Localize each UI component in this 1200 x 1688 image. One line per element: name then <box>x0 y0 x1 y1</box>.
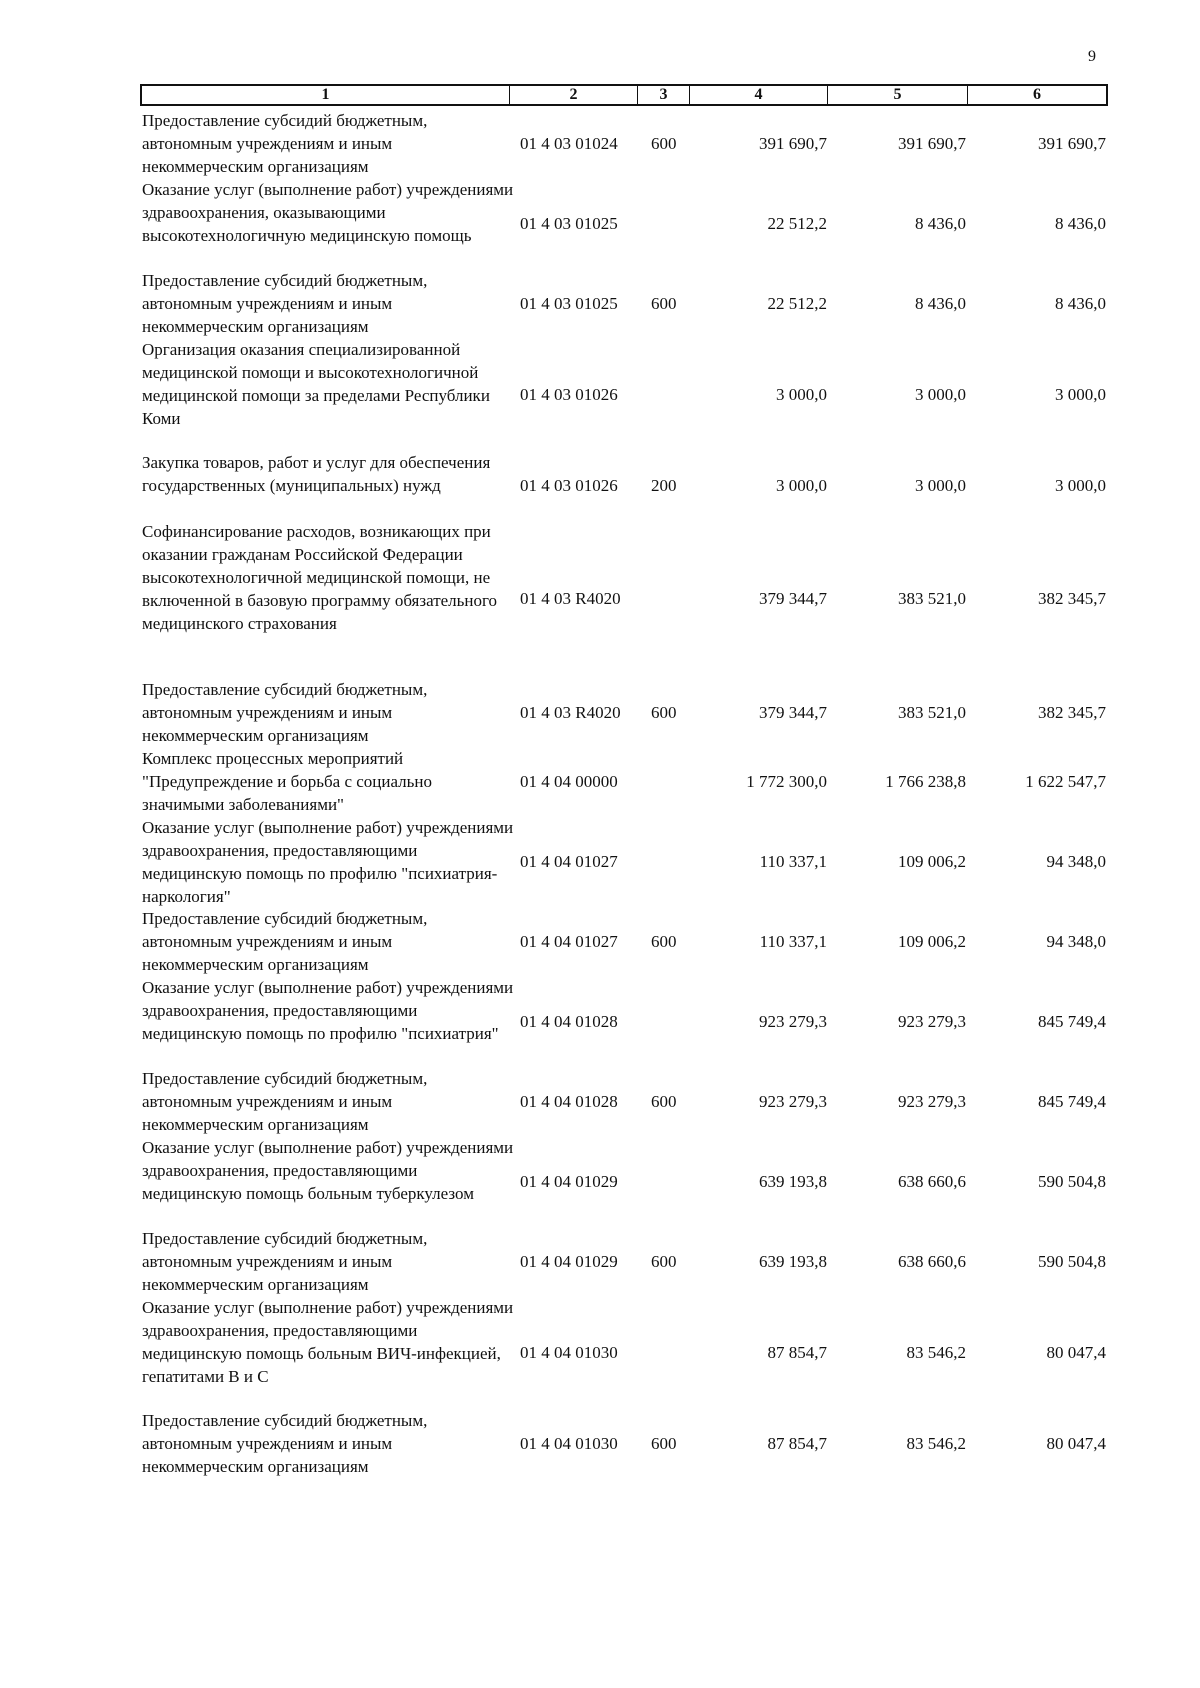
row-code: 01 4 04 01030 <box>520 1343 618 1362</box>
row-type: 600 <box>651 294 677 313</box>
row-code: 01 4 03 01025 <box>520 294 618 313</box>
row-value-5: 1 766 238,8 <box>885 772 966 791</box>
row-value-5: 638 660,6 <box>898 1172 966 1191</box>
row-code: 01 4 04 01030 <box>520 1434 618 1453</box>
row-value-4: 22 512,2 <box>767 214 827 233</box>
header-col-5: 5 <box>828 86 968 104</box>
row-code: 01 4 03 01026 <box>520 476 618 495</box>
row-value-5: 923 279,3 <box>898 1092 966 1111</box>
row-value-6: 845 749,4 <box>1038 1012 1106 1031</box>
row-value-6: 391 690,7 <box>1038 134 1106 153</box>
row-value-6: 8 436,0 <box>1055 214 1106 233</box>
row-value-6: 94 348,0 <box>1046 852 1106 871</box>
row-value-4: 379 344,7 <box>759 703 827 722</box>
row-description: Предоставление субсидий бюджетным, автономным учреждениям и иным некоммерческим организациям <box>142 111 428 176</box>
row-value-4: 110 337,1 <box>759 932 827 951</box>
row-type: 600 <box>651 134 677 153</box>
row-description: Оказание услуг (выполнение работ) учреждениями здравоохранения, предоставляющими медицинскую помощь по профилю "психиатрия" <box>142 978 514 1043</box>
row-code: 01 4 04 00000 <box>520 772 618 791</box>
row-value-6: 845 749,4 <box>1038 1092 1106 1111</box>
row-description: Организация оказания специализированной медицинской помощи и высокотехнологичной медицинской помощи за пределами Республики Коми <box>142 340 490 428</box>
row-value-5: 83 546,2 <box>906 1343 966 1362</box>
row-value-4: 923 279,3 <box>759 1092 827 1111</box>
row-code: 01 4 04 01029 <box>520 1172 618 1191</box>
row-code: 01 4 04 01029 <box>520 1252 618 1271</box>
row-value-5: 83 546,2 <box>906 1434 966 1453</box>
row-value-6: 80 047,4 <box>1046 1434 1106 1453</box>
row-type: 600 <box>651 1092 677 1111</box>
row-code: 01 4 03 01025 <box>520 214 618 233</box>
row-description: Оказание услуг (выполнение работ) учреждениями здравоохранения, предоставляющими медицинскую помощь больным ВИЧ-инфекцией, гепатитами В и С <box>142 1298 514 1386</box>
header-col-1: 1 <box>142 86 510 104</box>
row-code: 01 4 04 01027 <box>520 852 618 871</box>
row-code: 01 4 03 R4020 <box>520 589 621 608</box>
table-header <box>140 84 1108 106</box>
row-value-5: 383 521,0 <box>898 589 966 608</box>
row-value-4: 923 279,3 <box>759 1012 827 1031</box>
row-value-5: 383 521,0 <box>898 703 966 722</box>
row-value-4: 22 512,2 <box>767 294 827 313</box>
row-value-4: 1 772 300,0 <box>746 772 827 791</box>
row-value-4: 391 690,7 <box>759 134 827 153</box>
row-value-4: 639 193,8 <box>759 1172 827 1191</box>
row-value-4: 87 854,7 <box>767 1343 827 1362</box>
row-description: Предоставление субсидий бюджетным, автономным учреждениям и иным некоммерческим организациям <box>142 1411 428 1476</box>
row-description: Предоставление субсидий бюджетным, автономным учреждениям и иным некоммерческим организациям <box>142 1229 428 1294</box>
row-type: 200 <box>651 476 677 495</box>
row-value-5: 391 690,7 <box>898 134 966 153</box>
row-value-5: 3 000,0 <box>915 476 966 495</box>
row-type: 600 <box>651 703 677 722</box>
row-type: 600 <box>651 932 677 951</box>
row-value-4: 3 000,0 <box>776 385 827 404</box>
row-description: Софинансирование расходов, возникающих при оказании гражданам Российской Федерации высокотехнологичной медицинской помощи, не включенной в базовую программу обязательного медицинского страхования <box>142 522 498 633</box>
row-value-5: 923 279,3 <box>898 1012 966 1031</box>
row-value-6: 8 436,0 <box>1055 294 1106 313</box>
row-code: 01 4 04 01028 <box>520 1092 618 1111</box>
row-value-5: 3 000,0 <box>915 385 966 404</box>
row-value-5: 638 660,6 <box>898 1252 966 1271</box>
row-value-4: 110 337,1 <box>759 852 827 871</box>
page-number: 9 <box>1088 48 1096 65</box>
row-description: Предоставление субсидий бюджетным, автономным учреждениям и иным некоммерческим организациям <box>142 909 428 974</box>
row-description: Оказание услуг (выполнение работ) учреждениями здравоохранения, оказывающими высокотехнологичную медицинскую помощь <box>142 180 514 245</box>
row-type: 600 <box>651 1434 677 1453</box>
row-description: Комплекс процессных мероприятий "Предупреждение и борьба с социально значимыми заболеваниями" <box>142 749 433 814</box>
row-value-6: 382 345,7 <box>1038 589 1106 608</box>
row-value-4: 3 000,0 <box>776 476 827 495</box>
row-value-6: 94 348,0 <box>1046 932 1106 951</box>
row-code: 01 4 03 R4020 <box>520 703 621 722</box>
row-code: 01 4 03 01024 <box>520 134 618 153</box>
row-description: Предоставление субсидий бюджетным, автономным учреждениям и иным некоммерческим организациям <box>142 1069 428 1134</box>
row-value-4: 639 193,8 <box>759 1252 827 1271</box>
row-value-5: 8 436,0 <box>915 294 966 313</box>
row-description: Предоставление субсидий бюджетным, автономным учреждениям и иным некоммерческим организациям <box>142 680 428 745</box>
row-code: 01 4 04 01027 <box>520 932 618 951</box>
header-col-6: 6 <box>1033 86 1041 103</box>
row-value-4: 87 854,7 <box>767 1434 827 1453</box>
row-code: 01 4 03 01026 <box>520 385 618 404</box>
row-value-6: 80 047,4 <box>1046 1343 1106 1362</box>
row-value-4: 379 344,7 <box>759 589 827 608</box>
row-description: Оказание услуг (выполнение работ) учреждениями здравоохранения, предоставляющими медицинскую помощь по профилю "психиатрия-наркология" <box>142 818 514 906</box>
header-col-3: 3 <box>638 86 690 104</box>
row-code: 01 4 04 01028 <box>520 1012 618 1031</box>
row-value-6: 382 345,7 <box>1038 703 1106 722</box>
row-value-6: 590 504,8 <box>1038 1172 1106 1191</box>
row-value-6: 590 504,8 <box>1038 1252 1106 1271</box>
row-description: Предоставление субсидий бюджетным, автономным учреждениям и иным некоммерческим организациям <box>142 271 428 336</box>
row-value-6: 3 000,0 <box>1055 385 1106 404</box>
row-value-5: 8 436,0 <box>915 214 966 233</box>
header-col-4: 4 <box>690 86 828 104</box>
row-value-6: 3 000,0 <box>1055 476 1106 495</box>
row-value-5: 109 006,2 <box>898 852 966 871</box>
row-description: Закупка товаров, работ и услуг для обеспечения государственных (муниципальных) нужд <box>142 453 491 495</box>
row-type: 600 <box>651 1252 677 1271</box>
row-value-6: 1 622 547,7 <box>1025 772 1106 791</box>
header-col-2: 2 <box>510 86 638 104</box>
row-value-5: 109 006,2 <box>898 932 966 951</box>
row-description: Оказание услуг (выполнение работ) учреждениями здравоохранения, предоставляющими медицинскую помощь больным туберкулезом <box>142 1138 514 1203</box>
